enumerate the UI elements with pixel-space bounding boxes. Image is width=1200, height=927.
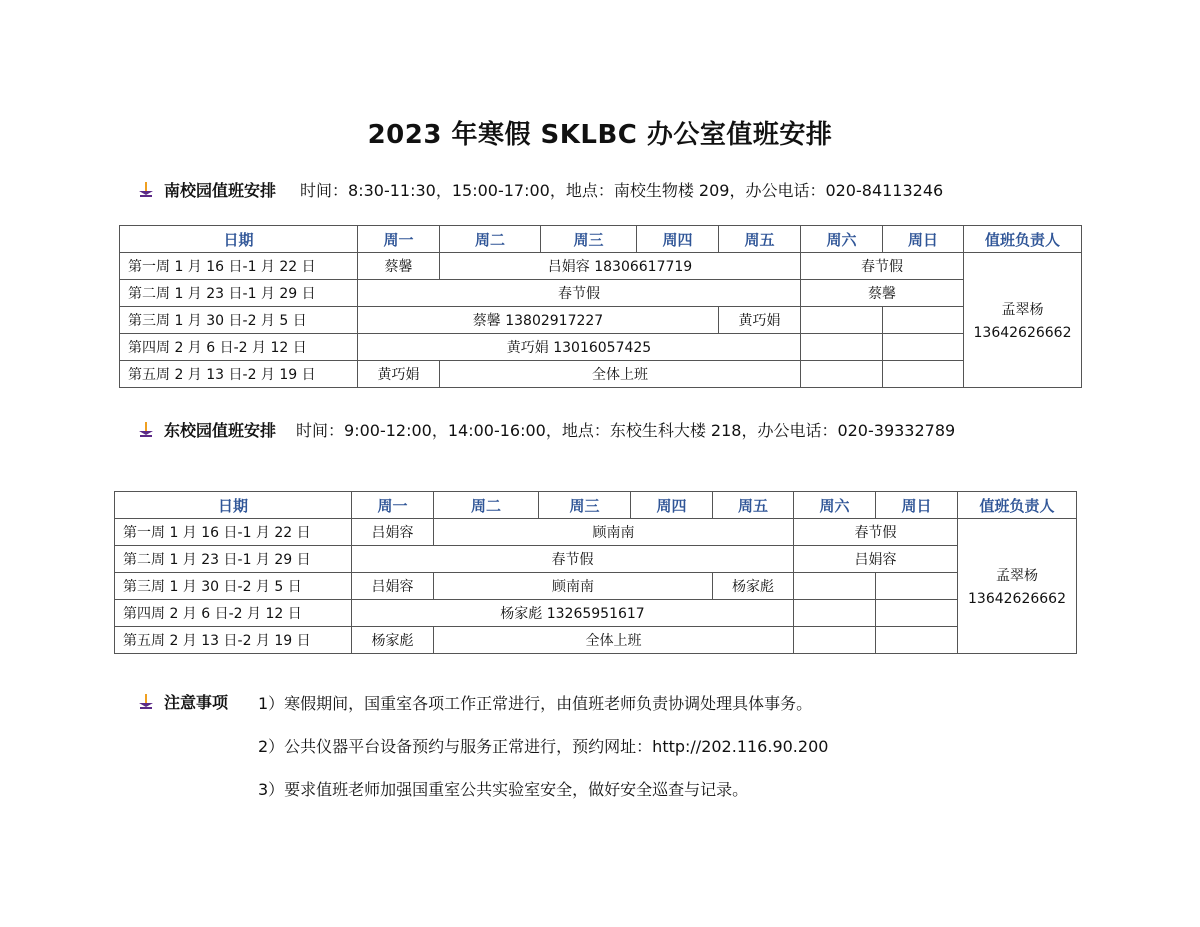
east-section-info: 时间：9:00-12:00，14:00-16:00，地点：东校生科大楼 218，办公电话：020-39332789	[296, 421, 956, 440]
week-date: 第三周 1 月 30 日-2 月 5 日	[115, 573, 352, 600]
east-schedule-table	[114, 491, 1077, 654]
header-tue: 周二	[434, 492, 539, 519]
table-header-row	[120, 226, 1082, 253]
manager-name: 孟翠杨	[1001, 302, 1044, 318]
duty-cell	[883, 334, 964, 361]
table-row	[120, 361, 1082, 388]
table-header-row	[115, 492, 1077, 519]
manager-phone: 13642626662	[968, 591, 1066, 607]
week-date: 第一周 1 月 16 日-1 月 22 日	[115, 519, 352, 546]
week-date: 第一周 1 月 16 日-1 月 22 日	[120, 253, 358, 280]
week-date: 第三周 1 月 30 日-2 月 5 日	[120, 307, 358, 334]
duty-cell: 春节假	[358, 280, 801, 307]
week-date: 第五周 2 月 13 日-2 月 19 日	[120, 361, 358, 388]
duty-cell	[876, 627, 958, 654]
table-row	[120, 307, 1082, 334]
duty-cell: 顾南南	[434, 573, 713, 600]
south-section-info: 时间：8:30-11:30，15:00-17:00，地点：南校生物楼 209，办公电话：020-84113246	[300, 181, 944, 200]
duty-cell	[876, 573, 958, 600]
table-row	[115, 600, 1077, 627]
manager-cell	[958, 519, 1077, 654]
table-row	[115, 519, 1077, 546]
header-fri: 周五	[719, 226, 801, 253]
week-date: 第四周 2 月 6 日-2 月 12 日	[120, 334, 358, 361]
table-row	[120, 334, 1082, 361]
duty-cell	[801, 307, 883, 334]
duty-cell: 黄巧娟	[358, 361, 440, 388]
header-fri: 周五	[713, 492, 794, 519]
header-mon: 周一	[352, 492, 434, 519]
header-sun: 周日	[876, 492, 958, 519]
manager-phone: 13642626662	[973, 325, 1072, 341]
notes-heading	[138, 690, 228, 713]
table-row	[115, 546, 1077, 573]
east-section-label: 东校园值班安排	[164, 421, 277, 440]
duty-cell: 杨家彪	[352, 627, 434, 654]
duty-cell	[883, 307, 964, 334]
header-tue: 周二	[440, 226, 541, 253]
duty-cell: 吕娟容	[794, 546, 958, 573]
duty-cell: 吕娟容	[352, 519, 434, 546]
duty-cell: 吕娟容	[352, 573, 434, 600]
header-sat: 周六	[794, 492, 876, 519]
document-title: 2023 年寒假 SKLBC 办公室值班安排	[367, 120, 833, 150]
week-date: 第二周 1 月 23 日-1 月 29 日	[120, 280, 358, 307]
header-manager: 值班负责人	[958, 492, 1077, 519]
duty-cell: 春节假	[794, 519, 958, 546]
duty-cell	[883, 361, 964, 388]
duty-cell	[794, 627, 876, 654]
week-date: 第五周 2 月 13 日-2 月 19 日	[115, 627, 352, 654]
note-item: 2）公共仪器平台设备预约与服务正常进行，预约网址：http://202.116.90.200	[258, 737, 829, 756]
duty-cell: 杨家彪	[713, 573, 794, 600]
duty-cell: 顾南南	[434, 519, 794, 546]
duty-cell: 蔡馨 13802917227	[358, 307, 719, 334]
week-date: 第二周 1 月 23 日-1 月 29 日	[115, 546, 352, 573]
header-sat: 周六	[801, 226, 883, 253]
duty-cell: 全体上班	[440, 361, 801, 388]
duty-cell: 杨家彪 13265951617	[352, 600, 794, 627]
note-item: 1）寒假期间，国重室各项工作正常进行，由值班老师负责协调处理具体事务。	[258, 694, 813, 713]
duty-cell: 蔡馨	[358, 253, 440, 280]
header-date: 日期	[115, 492, 352, 519]
pushpin-bullet-icon	[138, 694, 154, 710]
duty-cell: 黄巧娟 13016057425	[358, 334, 801, 361]
header-wed: 周三	[541, 226, 637, 253]
east-section-heading	[138, 418, 955, 441]
header-mon: 周一	[358, 226, 440, 253]
south-section-heading	[138, 178, 943, 201]
pushpin-bullet-icon	[138, 182, 154, 198]
notes-label: 注意事项	[164, 693, 229, 712]
duty-cell: 全体上班	[434, 627, 794, 654]
south-schedule-table	[119, 225, 1082, 388]
header-sun: 周日	[883, 226, 964, 253]
pushpin-bullet-icon	[138, 422, 154, 438]
manager-cell	[964, 253, 1082, 388]
duty-cell: 黄巧娟	[719, 307, 801, 334]
duty-cell: 蔡馨	[801, 280, 964, 307]
header-thu: 周四	[631, 492, 713, 519]
duty-cell	[794, 573, 876, 600]
duty-cell	[794, 600, 876, 627]
south-section-label: 南校园值班安排	[164, 181, 277, 200]
duty-cell	[876, 600, 958, 627]
header-thu: 周四	[637, 226, 719, 253]
note-item: 3）要求值班老师加强国重室公共实验室安全，做好安全巡查与记录。	[258, 780, 749, 799]
duty-cell	[801, 361, 883, 388]
table-row	[120, 253, 1082, 280]
duty-cell: 春节假	[352, 546, 794, 573]
table-row	[115, 627, 1077, 654]
duty-cell: 春节假	[801, 253, 964, 280]
header-date: 日期	[120, 226, 358, 253]
week-date: 第四周 2 月 6 日-2 月 12 日	[115, 600, 352, 627]
header-wed: 周三	[539, 492, 631, 519]
header-manager: 值班负责人	[964, 226, 1082, 253]
manager-name: 孟翠杨	[996, 568, 1038, 584]
table-row	[120, 280, 1082, 307]
duty-cell	[801, 334, 883, 361]
table-row	[115, 573, 1077, 600]
duty-cell: 吕娟容 18306617719	[440, 253, 801, 280]
